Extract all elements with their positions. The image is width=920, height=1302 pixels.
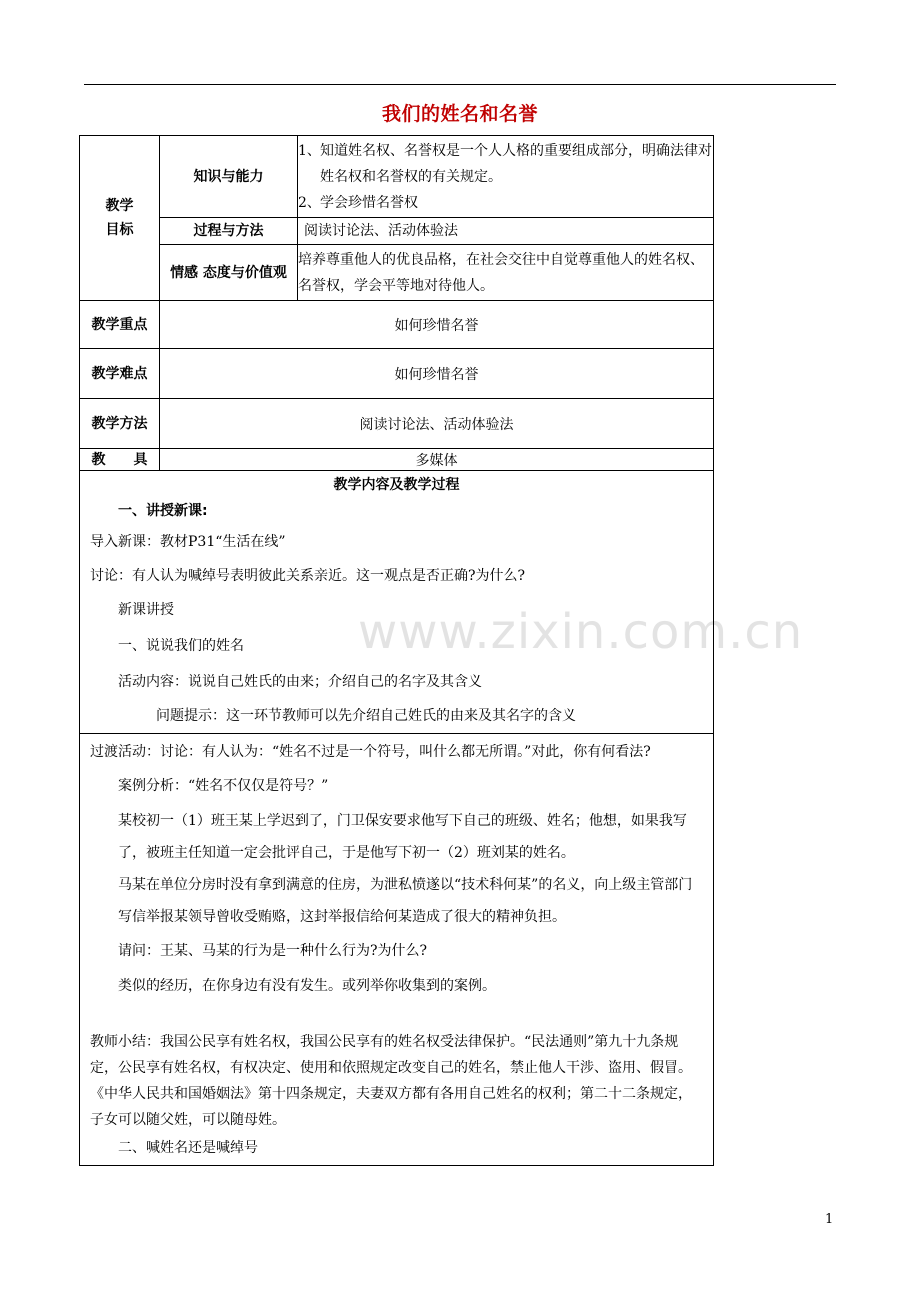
- process-section-1: [80, 471, 714, 734]
- subsection-heading-2: 二、喊姓名还是喊绰号: [118, 1140, 258, 1156]
- goal-row-process: [80, 218, 714, 245]
- row-method: [80, 399, 714, 449]
- subsection-heading-1: 一、说说我们的姓名: [118, 638, 244, 654]
- key-point-label: 教学重点: [80, 301, 160, 349]
- goal-content-attitude: 培养尊重他人的优良品格，在社会交往中自觉尊重他人的姓名权、名誉权，学会平等地对待他人。: [298, 245, 714, 301]
- case-analysis-title: 案例分析：“姓名不仅仅是符号？”: [118, 778, 329, 794]
- key-point-value: 如何珍惜名誉: [160, 301, 714, 349]
- lesson-plan-table: [79, 135, 714, 1166]
- goal-item-2: 2、 学会珍惜名誉权: [298, 194, 418, 211]
- activity-line: 活动内容：说说自己姓氏的由来；介绍自己的名字及其含义: [118, 674, 482, 690]
- goals-label: 教学目标: [80, 136, 160, 301]
- watermark: www.zixin.com.cn: [358, 604, 804, 660]
- process-section-1-body: [80, 497, 713, 733]
- method-value: 阅读讨论法、活动体验法: [160, 399, 714, 449]
- case-ma: 马某在单位分房时没有拿到满意的住房，为泄私愤遂以“技术科何某”的名义，向上级主管部门写信举报某领导曾收受贿赂，这封举报信给何某造成了很大的精神负担。: [118, 877, 693, 925]
- transition-activity: 过渡活动：讨论：有人认为：“姓名不过是一个符号，叫什么都无所谓。”对此，你有何看法?: [90, 744, 651, 760]
- document-title: 我们的姓名和名誉: [381, 103, 538, 125]
- discussion-line: 讨论：有人认为喊绰号表明彼此关系亲近。这一观点是否正确?为什么?: [90, 568, 526, 584]
- method-label: 教学方法: [80, 399, 160, 449]
- difficulty-label: 教学难点: [80, 349, 160, 399]
- goal-category-knowledge: 知识与能力: [160, 136, 298, 218]
- case-wang: 某校初一（1）班王某上学迟到了，门卫保安要求他写下自己的班级、姓名；他想，如果我写了，被班主任知道一定会批评自己，于是他写下初一（2）班刘某的姓名。: [118, 813, 687, 861]
- goal-category-attitude: 情感 态度与价值观: [160, 245, 298, 301]
- goal-content-knowledge: [298, 136, 714, 218]
- intro-line: 导入新课：教材P31“生活在线”: [90, 534, 286, 550]
- row-process-1: [80, 471, 714, 734]
- process-section-2-body: [80, 734, 713, 1165]
- process-heading: 教学内容及教学过程: [333, 477, 460, 493]
- difficulty-value: 如何珍惜名誉: [160, 349, 714, 399]
- goal-content-process: 阅读讨论法、活动体验法: [298, 218, 714, 245]
- process-section-2: [80, 734, 714, 1166]
- row-difficulty: [80, 349, 714, 399]
- row-key-point: [80, 301, 714, 349]
- goal-category-process: 过程与方法: [160, 218, 298, 245]
- header-rule: [84, 84, 836, 85]
- new-lesson-line: 新课讲授: [118, 602, 174, 618]
- teacher-summary: 教师小结：我国公民享有姓名权，我国公民享有的姓名权受法律保护。“民法通则”第九十九条规定，公民享有姓名权，有权决定、使用和依照规定改变自己的姓名，禁止他人干涉、盗用、假冒。《中华人民共和国婚姻法》第十四条规定，夫妻双方都有各用自己姓名的权利；第二十二条规定，子女可以随父姓，可以随母姓。: [90, 1034, 692, 1128]
- goal-row-knowledge: [80, 136, 714, 218]
- page-number: 1: [825, 1212, 834, 1227]
- tools-label: 教 具: [80, 449, 160, 471]
- goal-item-1: 1、 知道姓名权、名誉权是一个人人格的重要组成部分，明确法律对姓名权和名誉权的有关规定。: [298, 142, 712, 185]
- goal-row-attitude: [80, 245, 714, 301]
- row-process-2: [80, 734, 714, 1166]
- row-tools: [80, 449, 714, 471]
- hint-line: 问题提示：这一环节教师可以先介绍自己姓氏的由来及其名字的含义: [156, 708, 576, 724]
- question-line: 请问：王某、马某的行为是一种什么行为?为什么?: [118, 943, 428, 959]
- section-heading-teach: 一、讲授新课:: [118, 503, 208, 519]
- tools-value: 多媒体: [160, 449, 714, 471]
- similar-experience-line: 类似的经历，在你身边有没有发生。或列举你收集到的案例。: [118, 978, 496, 994]
